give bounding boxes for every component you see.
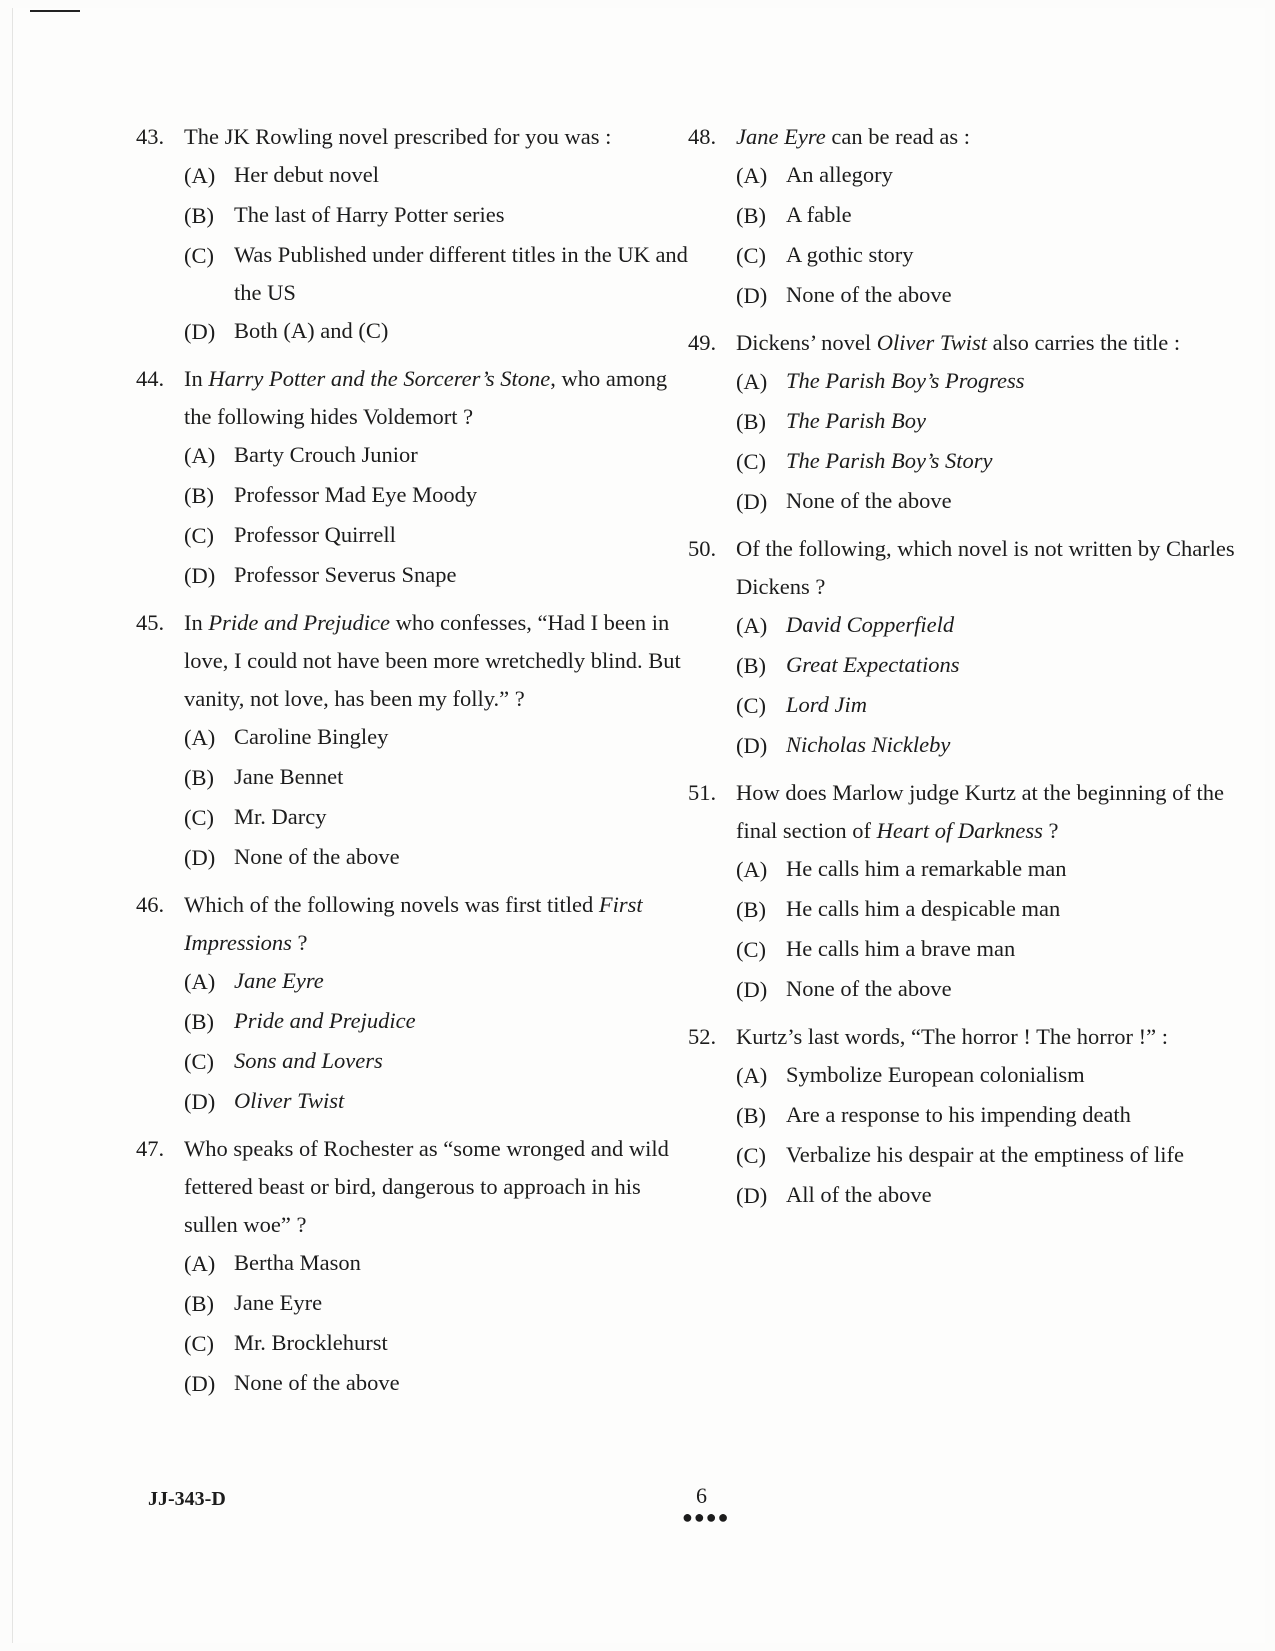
- option-text: [234, 1002, 696, 1042]
- option-label: (A): [184, 163, 216, 188]
- option-label: (A): [736, 1063, 768, 1088]
- answer-option[interactable]: [136, 312, 696, 352]
- answer-option[interactable]: [688, 1056, 1253, 1096]
- italic-text-run: David Copperfield: [786, 612, 955, 637]
- option-text: [234, 1324, 696, 1364]
- option-text: [786, 276, 1253, 316]
- option-text: [786, 362, 1253, 402]
- option-label: (D): [184, 1089, 216, 1114]
- option-label: (C): [736, 937, 766, 962]
- answer-option[interactable]: [688, 1096, 1253, 1136]
- answer-option[interactable]: [688, 930, 1253, 970]
- option-label: (B): [184, 765, 214, 790]
- answer-option[interactable]: [136, 838, 696, 878]
- option-text: [786, 1176, 1253, 1216]
- option-text: [234, 196, 696, 236]
- answer-option[interactable]: [136, 758, 696, 798]
- option-text: [786, 850, 1253, 890]
- option-label: (A): [736, 163, 768, 188]
- answer-option[interactable]: [136, 236, 696, 312]
- text-run: He calls him a remarkable man: [786, 856, 1067, 881]
- option-label: (C): [184, 523, 214, 548]
- italic-text-run: Oliver Twist: [876, 330, 988, 355]
- answer-option[interactable]: [136, 476, 696, 516]
- option-text: [234, 476, 696, 516]
- text-run: Both (A) and (C): [234, 318, 389, 343]
- answer-option[interactable]: [136, 156, 696, 196]
- question-number: 45.: [136, 610, 165, 635]
- text-run: Symbolize European colonialism: [786, 1062, 1085, 1087]
- question-number: 51.: [688, 780, 717, 805]
- option-label: (D): [736, 1183, 768, 1208]
- option-label: (B): [736, 653, 766, 678]
- text-run: None of the above: [234, 844, 400, 869]
- left-column: [136, 118, 696, 1412]
- option-text: [786, 726, 1253, 766]
- question-43: [136, 118, 696, 352]
- question-stem: [136, 360, 696, 436]
- option-text: [786, 646, 1253, 686]
- text-run: All of the above: [786, 1182, 932, 1207]
- italic-text-run: Lord Jim: [786, 692, 868, 717]
- option-text: [234, 436, 696, 476]
- answer-option[interactable]: [688, 1176, 1253, 1216]
- option-label: (B): [184, 483, 214, 508]
- corner-rule: [30, 10, 80, 12]
- italic-text-run: Nicholas Nickleby: [786, 732, 951, 757]
- option-label: (D): [184, 1371, 216, 1396]
- question-text: [184, 360, 696, 436]
- question-50: [688, 530, 1253, 766]
- option-text: [234, 1284, 696, 1324]
- italic-text-run: Pride and Prejudice: [234, 1008, 416, 1033]
- text-run: Her debut novel: [234, 162, 379, 187]
- option-label: (D): [736, 733, 768, 758]
- option-text: [786, 1096, 1253, 1136]
- option-text: [234, 516, 696, 556]
- question-49: [688, 324, 1253, 522]
- text-run: In: [184, 610, 209, 635]
- italic-text-run: Pride and Prejudice: [208, 610, 390, 635]
- option-label: (D): [184, 563, 216, 588]
- answer-option[interactable]: [688, 1136, 1253, 1176]
- option-text: [786, 1136, 1253, 1176]
- option-label: (B): [736, 897, 766, 922]
- option-text: [786, 196, 1253, 236]
- option-label: (A): [184, 443, 216, 468]
- question-stem: [688, 324, 1253, 362]
- text-run: can be read as :: [825, 124, 971, 149]
- option-label: (B): [184, 1009, 214, 1034]
- question-number: 50.: [688, 536, 717, 561]
- option-label: (A): [184, 725, 216, 750]
- question-number: 47.: [136, 1136, 165, 1161]
- page-dots: ●●●●: [682, 1507, 730, 1527]
- question-number: 52.: [688, 1024, 717, 1049]
- italic-text-run: Sons and Lovers: [234, 1048, 383, 1073]
- question-stem: [136, 604, 696, 718]
- text-run: None of the above: [786, 976, 952, 1001]
- text-run: Who speaks of Rochester as “some wronged and wild fettered beast or bird, dangerous to approach in his sullen woe” ?: [184, 1136, 669, 1237]
- option-label: (D): [736, 977, 768, 1002]
- option-text: [234, 838, 696, 878]
- text-run: ?: [1042, 818, 1059, 843]
- option-text: [234, 236, 696, 312]
- text-run: Bertha Mason: [234, 1250, 361, 1275]
- text-run: Dickens’ novel: [736, 330, 877, 355]
- answer-option[interactable]: [688, 402, 1253, 442]
- question-text: [184, 604, 696, 718]
- answer-option[interactable]: [136, 196, 696, 236]
- question-52: [688, 1018, 1253, 1216]
- option-label: (B): [736, 1103, 766, 1128]
- answer-option[interactable]: [688, 362, 1253, 402]
- text-run: Jane Eyre: [234, 1290, 323, 1315]
- option-text: [234, 718, 696, 758]
- option-label: (B): [736, 203, 766, 228]
- option-text: [234, 758, 696, 798]
- italic-text-run: Jane Eyre: [736, 124, 826, 149]
- question-45: [136, 604, 696, 878]
- question-stem: [688, 774, 1253, 850]
- answer-option[interactable]: [136, 1082, 696, 1122]
- text-run: , who among the following hides Voldemort ?: [184, 366, 668, 429]
- option-label: (A): [736, 369, 768, 394]
- option-text: [234, 1042, 696, 1082]
- question-stem: [688, 530, 1253, 606]
- option-text: [786, 930, 1253, 970]
- question-stem: [688, 1018, 1253, 1056]
- option-label: (A): [736, 857, 768, 882]
- text-run: Professor Mad Eye Moody: [234, 482, 478, 507]
- italic-text-run: The Parish Boy: [786, 408, 926, 433]
- question-stem: [136, 118, 696, 156]
- answer-option[interactable]: [688, 970, 1253, 1010]
- answer-option[interactable]: [688, 236, 1253, 276]
- text-run: who confesses, “Had I been in love, I could not have been more wretchedly blind. But vanity, not love, has been my folly.” ?: [184, 610, 681, 711]
- text-run: Of the following, which novel is not written by Charles Dickens ?: [736, 536, 1235, 599]
- text-run: ?: [291, 930, 308, 955]
- italic-text-run: The Parish Boy’s Story: [786, 448, 993, 473]
- answer-option[interactable]: [688, 686, 1253, 726]
- booklet-code: JJ-343-D: [148, 1488, 226, 1510]
- option-text: [786, 1056, 1253, 1096]
- question-number: 44.: [136, 366, 165, 391]
- question-text: [184, 1130, 696, 1244]
- answer-option[interactable]: [136, 1244, 696, 1284]
- option-text: [786, 606, 1253, 646]
- text-run: Verbalize his despair at the emptiness of life: [786, 1142, 1184, 1167]
- question-text: [736, 774, 1253, 850]
- answer-option[interactable]: [688, 850, 1253, 890]
- right-column: [688, 118, 1253, 1224]
- question-44: [136, 360, 696, 596]
- option-label: (C): [184, 243, 214, 268]
- question-text: [184, 118, 696, 156]
- text-run: Professor Quirrell: [234, 522, 396, 547]
- answer-option[interactable]: [688, 442, 1253, 482]
- option-text: [786, 236, 1253, 276]
- text-run: He calls him a brave man: [786, 936, 1016, 961]
- answer-option[interactable]: [688, 276, 1253, 316]
- text-run: Jane Bennet: [234, 764, 344, 789]
- option-label: (D): [184, 845, 216, 870]
- answer-option[interactable]: [136, 798, 696, 838]
- answer-option[interactable]: [688, 890, 1253, 930]
- italic-text-run: First Impressions: [184, 892, 643, 955]
- question-number: 49.: [688, 330, 717, 355]
- text-run: Mr. Darcy: [234, 804, 327, 829]
- option-label: (C): [736, 1143, 766, 1168]
- option-label: (D): [736, 489, 768, 514]
- option-label: (B): [736, 409, 766, 434]
- option-text: [234, 1364, 696, 1404]
- text-run: Professor Severus Snape: [234, 562, 457, 587]
- answer-option[interactable]: [136, 1284, 696, 1324]
- question-47: [136, 1130, 696, 1404]
- text-run: He calls him a despicable man: [786, 896, 1061, 921]
- question-text: [736, 324, 1253, 362]
- option-label: (B): [184, 1291, 214, 1316]
- question-number: 43.: [136, 124, 165, 149]
- text-run: None of the above: [786, 282, 952, 307]
- question-stem: [688, 118, 1253, 156]
- option-label: (B): [184, 203, 214, 228]
- option-label: (C): [184, 805, 214, 830]
- italic-text-run: Heart of Darkness: [876, 818, 1043, 843]
- option-text: [786, 402, 1253, 442]
- question-48: [688, 118, 1253, 316]
- option-text: [234, 1082, 696, 1122]
- text-run: Which of the following novels was first titled: [184, 892, 599, 917]
- text-run: Barty Crouch Junior: [234, 442, 418, 467]
- answer-option[interactable]: [136, 516, 696, 556]
- question-number: 48.: [688, 124, 717, 149]
- option-label: (C): [184, 1049, 214, 1074]
- text-run: Caroline Bingley: [234, 724, 389, 749]
- text-run: None of the above: [786, 488, 952, 513]
- answer-option[interactable]: [136, 962, 696, 1002]
- answer-option[interactable]: [688, 646, 1253, 686]
- italic-text-run: The Parish Boy’s Progress: [786, 368, 1025, 393]
- answer-option[interactable]: [136, 718, 696, 758]
- question-stem: [136, 886, 696, 962]
- option-text: [234, 556, 696, 596]
- answer-option[interactable]: [688, 156, 1253, 196]
- question-text: [736, 1018, 1253, 1056]
- italic-text-run: Harry Potter and the Sorcerer’s Stone: [208, 366, 551, 391]
- question-46: [136, 886, 696, 1122]
- option-label: (D): [736, 283, 768, 308]
- option-label: (C): [736, 693, 766, 718]
- text-run: Was Published under different titles in the UK and the US: [234, 242, 688, 305]
- option-label: (A): [184, 969, 216, 994]
- option-label: (C): [184, 1331, 214, 1356]
- text-run: None of the above: [234, 1370, 400, 1395]
- answer-option[interactable]: [136, 1042, 696, 1082]
- answer-option[interactable]: [688, 606, 1253, 646]
- text-run: A fable: [786, 202, 852, 227]
- text-run: In: [184, 366, 209, 391]
- answer-option[interactable]: [688, 482, 1253, 522]
- text-run: The JK Rowling novel prescribed for you was :: [184, 124, 612, 149]
- option-text: [786, 482, 1253, 522]
- text-run: Kurtz’s last words, “The horror ! The horror !” :: [736, 1024, 1168, 1049]
- text-run: How does Marlow judge Kurtz at the beginning of the final section of: [736, 780, 1225, 843]
- question-text: [736, 530, 1253, 606]
- text-run: also carries the title :: [987, 330, 1181, 355]
- option-text: [786, 442, 1253, 482]
- answer-option[interactable]: [688, 726, 1253, 766]
- option-text: [234, 962, 696, 1002]
- option-text: [786, 156, 1253, 196]
- italic-text-run: Jane Eyre: [234, 968, 324, 993]
- text-run: The last of Harry Potter series: [234, 202, 505, 227]
- option-label: (C): [736, 243, 766, 268]
- option-label: (C): [736, 449, 766, 474]
- answer-option[interactable]: [688, 196, 1253, 236]
- answer-option[interactable]: [136, 436, 696, 476]
- option-text: [786, 686, 1253, 726]
- question-51: [688, 774, 1253, 1010]
- option-text: [786, 970, 1253, 1010]
- text-run: Mr. Brocklehurst: [234, 1330, 388, 1355]
- text-run: An allegory: [786, 162, 893, 187]
- option-text: [234, 798, 696, 838]
- page-number: 6: [696, 1483, 707, 1508]
- text-run: A gothic story: [786, 242, 914, 267]
- answer-option[interactable]: [136, 1002, 696, 1042]
- option-label: (D): [184, 319, 216, 344]
- option-text: [234, 1244, 696, 1284]
- option-label: (A): [184, 1251, 216, 1276]
- italic-text-run: Great Expectations: [786, 652, 960, 677]
- answer-option[interactable]: [136, 1364, 696, 1404]
- question-stem: [136, 1130, 696, 1244]
- option-text: [234, 156, 696, 196]
- answer-option[interactable]: [136, 1324, 696, 1364]
- italic-text-run: Oliver Twist: [234, 1088, 345, 1113]
- answer-option[interactable]: [136, 556, 696, 596]
- question-text: [184, 886, 696, 962]
- text-run: Are a response to his impending death: [786, 1102, 1131, 1127]
- question-text: [736, 118, 1253, 156]
- option-text: [786, 890, 1253, 930]
- option-text: [234, 312, 696, 352]
- option-label: (A): [736, 613, 768, 638]
- question-number: 46.: [136, 892, 165, 917]
